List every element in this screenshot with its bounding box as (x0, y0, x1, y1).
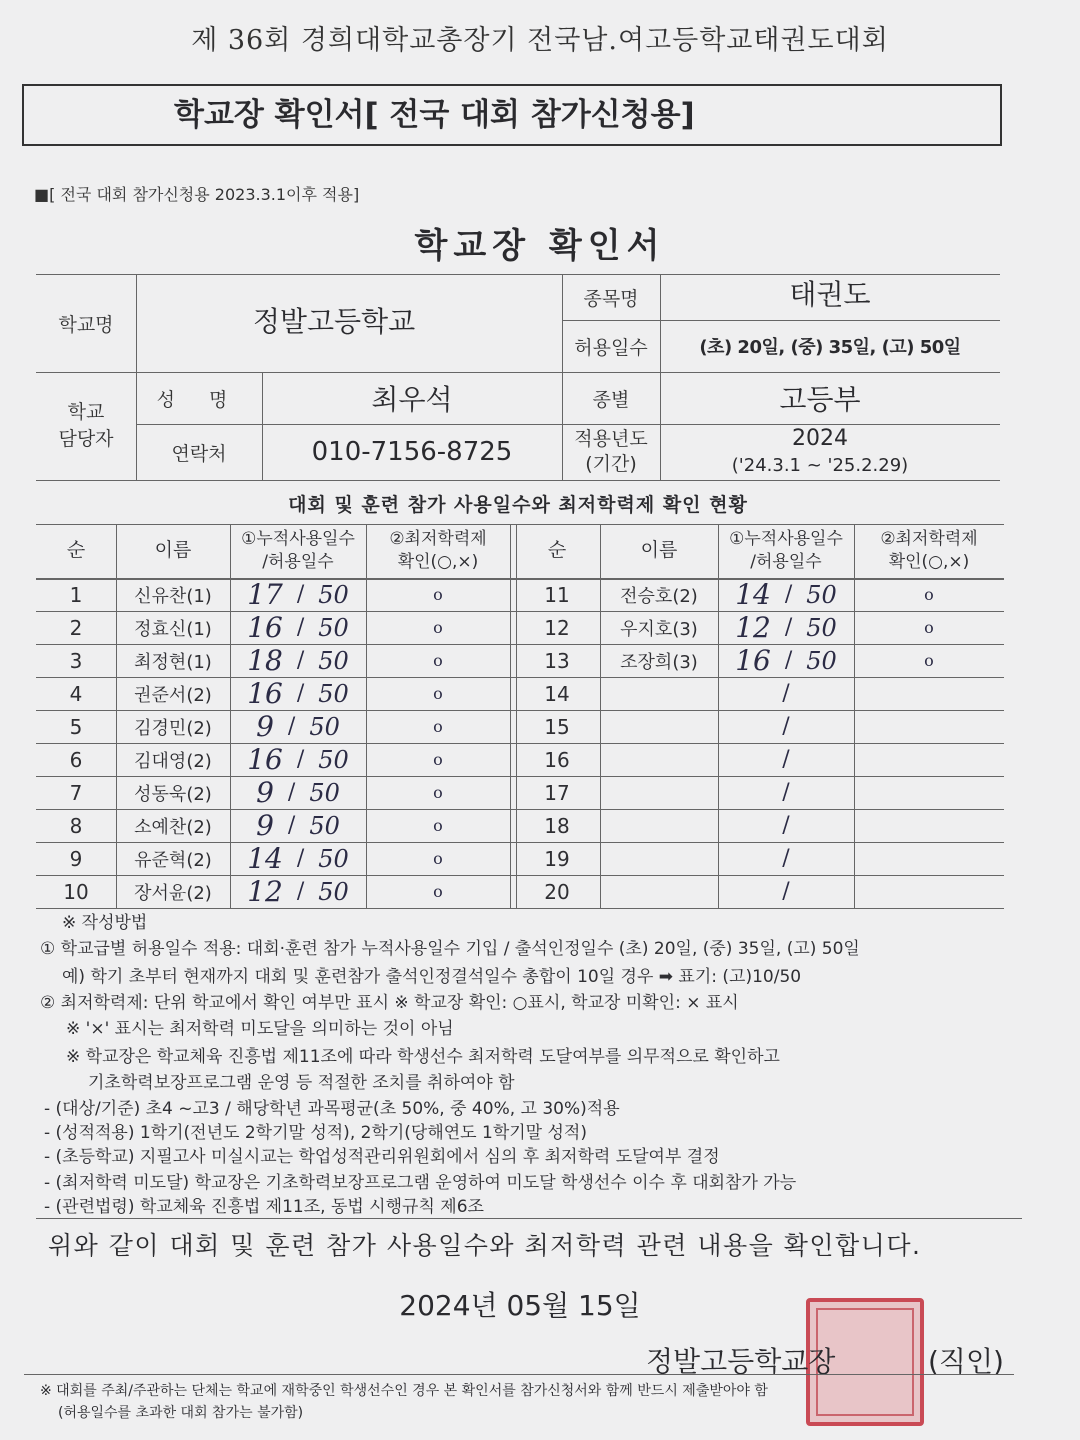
athlete-name: 전승호(2) (620, 585, 698, 607)
athlete-name: 유준혁(2) (134, 849, 212, 871)
days-separator: / (296, 681, 305, 706)
col-header-days: ①누적사용일수 /허용일수 (241, 529, 355, 572)
allowed-days: 50 (318, 844, 349, 873)
academic-check-mark: o (433, 585, 443, 604)
used-days: 16 (247, 611, 283, 644)
academic-check-mark: o (433, 618, 443, 637)
event-value: 태권도 (789, 278, 871, 311)
row-number: 11 (544, 582, 570, 607)
col-header-days: ①누적사용일수 /허용일수 (729, 529, 843, 572)
signer-name: 정발고등학교장 (646, 1345, 836, 1378)
used-days: 9 (256, 776, 274, 809)
row-number: 13 (544, 648, 570, 673)
days-separator: / (784, 615, 793, 640)
days-separator: / (287, 780, 296, 805)
days-separator: / (296, 648, 305, 673)
days-cell (718, 710, 854, 743)
allowed-days: 50 (318, 745, 349, 774)
days-separator: / (287, 714, 296, 739)
row-number: 10 (63, 879, 89, 904)
contact-value: 010-7156-8725 (311, 437, 513, 467)
athlete-name (600, 677, 718, 710)
days-cell (718, 743, 854, 776)
athlete-name (600, 776, 718, 809)
bottom-note-1: ※ 대회를 주최/주관하는 단체는 학교에 재학중인 학생선수인 경우 본 확인서를 참가신청서와 함께 반드시 제출받아야 함 (40, 1383, 768, 1399)
school-name-value: 정발고등학교 (252, 305, 416, 338)
allowed-days: 50 (309, 811, 340, 840)
allowed-days-value: (초) 20일, (중) 35일, (고) 50일 (699, 337, 961, 358)
days-separator: / (782, 879, 790, 904)
year-value: 2024 (792, 425, 848, 451)
academic-check-mark: o (433, 783, 443, 802)
section-title: 대회 및 훈련 참가 사용일수와 최저학력제 확인 현황 (288, 493, 748, 516)
athlete-name: 소예찬(2) (134, 816, 212, 838)
banner-title: 학교장 확인서[ 전국 대회 참가신청용] (22, 84, 1002, 146)
athlete-name: 정효신(1) (134, 618, 212, 640)
days-cell (230, 776, 366, 809)
application-subline: ■[ 전국 대회 참가신청용 2023.3.1이후 적용] (34, 185, 360, 204)
days-separator: / (287, 813, 296, 838)
athlete-name: 김대영(2) (134, 750, 212, 772)
note-line: 기초학력보장프로그램 운영 등 적절한 조치를 취하여야 함 (88, 1073, 515, 1093)
seal-label: (직인) (928, 1345, 1004, 1378)
note-line: ※ 작성방법 (62, 913, 148, 933)
row-number: 7 (69, 780, 83, 805)
allowed-days: 50 (309, 712, 340, 741)
days-cell (230, 578, 366, 611)
days-separator: / (296, 879, 305, 904)
row-number: 1 (69, 582, 83, 607)
academic-check-mark (854, 743, 1004, 776)
athlete-name (600, 710, 718, 743)
used-days: 16 (247, 677, 283, 710)
used-days: 18 (247, 644, 283, 677)
bottom-note-2: (허용일수를 초과한 대회 참가는 불가함) (58, 1405, 304, 1421)
row-number: 4 (69, 681, 83, 706)
row-number: 12 (544, 615, 570, 640)
row-number: 6 (69, 747, 83, 772)
academic-check-mark: o (433, 717, 443, 736)
academic-check-mark: o (924, 585, 934, 604)
athlete-name: 김경민(2) (134, 717, 212, 739)
athlete-name: 권준서(2) (134, 684, 212, 706)
academic-check-mark: o (433, 816, 443, 835)
days-cell (230, 743, 366, 776)
division-value: 고등부 (779, 383, 861, 416)
row-number: 8 (69, 813, 83, 838)
athlete-name: 우지호(3) (620, 618, 698, 640)
days-separator: / (782, 714, 790, 739)
days-cell (230, 842, 366, 875)
days-separator: / (782, 846, 790, 871)
days-separator: / (782, 813, 790, 838)
event-label: 종목명 (583, 287, 639, 310)
days-cell (718, 611, 854, 644)
row-number: 3 (69, 648, 83, 673)
academic-check-mark: o (924, 618, 934, 637)
days-cell (718, 677, 854, 710)
days-separator: / (296, 582, 305, 607)
academic-check-mark: o (924, 651, 934, 670)
academic-check-mark: o (433, 750, 443, 769)
days-separator: / (784, 582, 793, 607)
note-line: ※ '×' 표시는 최저학력 미도달을 의미하는 것이 아님 (66, 1019, 454, 1039)
athlete-name (600, 875, 718, 908)
row-number: 15 (544, 714, 570, 739)
col-header-no: 순 (547, 539, 567, 562)
academic-check-mark (854, 710, 1004, 743)
note-line: - (초등학교) 지필고사 미실시교는 학업성적관리위원회에서 심의 후 최저학력 도달여부 결정 (44, 1147, 720, 1167)
days-cell (230, 710, 366, 743)
academic-check-mark (854, 677, 1004, 710)
note-line: - (관련법령) 학교체육 진흥법 제11조, 동법 시행규칙 제6조 (44, 1197, 484, 1217)
athlete-name (600, 743, 718, 776)
days-separator: / (782, 747, 790, 772)
days-cell (718, 875, 854, 908)
document-title: 학교장 확인서 (414, 226, 666, 266)
row-number: 18 (544, 813, 570, 838)
days-cell (230, 809, 366, 842)
col-header-name: 이름 (154, 539, 192, 562)
allowed-days: 50 (318, 679, 349, 708)
days-cell (718, 644, 854, 677)
note-line: - (성적적용) 1학기(전년도 2학기말 성적), 2학기(당해연도 1학기말 성적) (44, 1123, 587, 1143)
days-cell (718, 578, 854, 611)
row-number: 17 (544, 780, 570, 805)
academic-check-mark (854, 776, 1004, 809)
used-days: 14 (247, 842, 283, 875)
row-number: 9 (69, 846, 83, 871)
academic-check-mark: o (433, 684, 443, 703)
allowed-days: 50 (806, 613, 837, 642)
days-cell (718, 809, 854, 842)
athlete-name: 최정현(1) (134, 651, 212, 673)
used-days: 16 (247, 743, 283, 776)
days-cell (230, 677, 366, 710)
note-line: 예) 학기 초부터 현재까지 대회 및 훈련참가 출석인정결석일수 총합이 10일 경우 ➡ 표기: (고)10/50 (62, 967, 802, 987)
used-days: 17 (247, 578, 283, 611)
col-header-check: ②최저학력제 확인(○,×) (880, 529, 978, 572)
allowed-days: 50 (309, 778, 340, 807)
division-label: 종별 (592, 388, 630, 411)
days-cell (230, 875, 366, 908)
days-separator: / (782, 780, 790, 805)
row-number: 16 (544, 747, 570, 772)
note-line: - (최저학력 미도달) 학교장은 기초학력보장프로그램 운영하여 미도달 학생선수 이수 후 대회참가 가능 (44, 1173, 797, 1193)
event-title: 제 36회 경희대학교총장기 전국남.여고등학교태권도대회 (191, 25, 889, 56)
person-name-value: 최우석 (371, 383, 453, 416)
athlete-name (600, 809, 718, 842)
days-separator: / (782, 681, 790, 706)
note-line: ② 최저학력제: 단위 학교에서 확인 여부만 표시 ※ 학교장 확인: ○표시, 학교장 미확인: × 표시 (40, 993, 739, 1013)
contact-label: 연락처 (171, 442, 227, 465)
manager-label: 학교 담당자 (58, 401, 114, 450)
row-number: 2 (69, 615, 83, 640)
issue-date: 2024년 05월 15일 (399, 1289, 641, 1322)
row-number: 19 (544, 846, 570, 871)
athlete-name: 장서윤(2) (134, 882, 212, 904)
academic-check-mark: o (433, 849, 443, 868)
days-cell (230, 644, 366, 677)
athlete-name: 조장희(3) (620, 651, 698, 673)
used-days: 16 (735, 644, 771, 677)
used-days: 9 (256, 809, 274, 842)
days-cell (718, 842, 854, 875)
allowed-days: 50 (318, 877, 349, 906)
athlete-name (600, 842, 718, 875)
used-days: 9 (256, 710, 274, 743)
academic-check-mark: o (433, 882, 443, 901)
days-separator: / (296, 747, 305, 772)
note-line: ※ 학교장은 학교체육 진흥법 제11조에 따라 학생선수 최저학력 도달여부를 의무적으로 확인하고 (66, 1047, 780, 1067)
academic-check-mark (854, 809, 1004, 842)
school-name-label: 학교명 (58, 313, 114, 336)
days-cell (230, 611, 366, 644)
academic-check-mark (854, 842, 1004, 875)
col-header-check: ②최저학력제 확인(○,×) (389, 529, 487, 572)
col-header-no: 순 (66, 539, 86, 562)
note-line: - (대상/기준) 초4 ~고3 / 해당학년 과목평균(초 50%, 중 40%, 고 30%)적용 (44, 1099, 620, 1119)
col-header-name: 이름 (640, 539, 678, 562)
period-value: ('24.3.1 ~ '25.2.29) (731, 454, 909, 476)
used-days: 12 (735, 611, 771, 644)
row-number: 5 (69, 714, 83, 739)
row-number: 14 (544, 681, 570, 706)
person-name-label: 성 명 (156, 388, 242, 411)
academic-check-mark: o (433, 651, 443, 670)
allowed-days: 50 (806, 580, 837, 609)
allowed-days: 50 (806, 646, 837, 675)
note-line: ① 학교급별 허용일수 적용: 대회·훈련 참가 누적사용일수 기입 / 출석인정일수 (초) 20일, (중) 35일, (고) 50일 (40, 939, 860, 959)
confirm-statement: 위와 같이 대회 및 훈련 참가 사용일수와 최저학력 관련 내용을 확인합니다. (48, 1231, 922, 1260)
days-separator: / (296, 846, 305, 871)
year-label: 적용년도 (기간) (574, 428, 648, 475)
days-separator: / (784, 648, 793, 673)
athlete-name: 성동욱(2) (134, 783, 212, 805)
academic-check-mark (854, 875, 1004, 908)
days-cell (718, 776, 854, 809)
allowed-days: 50 (318, 613, 349, 642)
used-days: 12 (247, 875, 283, 908)
days-separator: / (296, 615, 305, 640)
allowed-days-label: 허용일수 (574, 336, 648, 359)
allowed-days: 50 (318, 646, 349, 675)
allowed-days: 50 (318, 580, 349, 609)
row-number: 20 (544, 879, 570, 904)
athlete-name: 신유찬(1) (134, 585, 212, 607)
used-days: 14 (735, 578, 771, 611)
